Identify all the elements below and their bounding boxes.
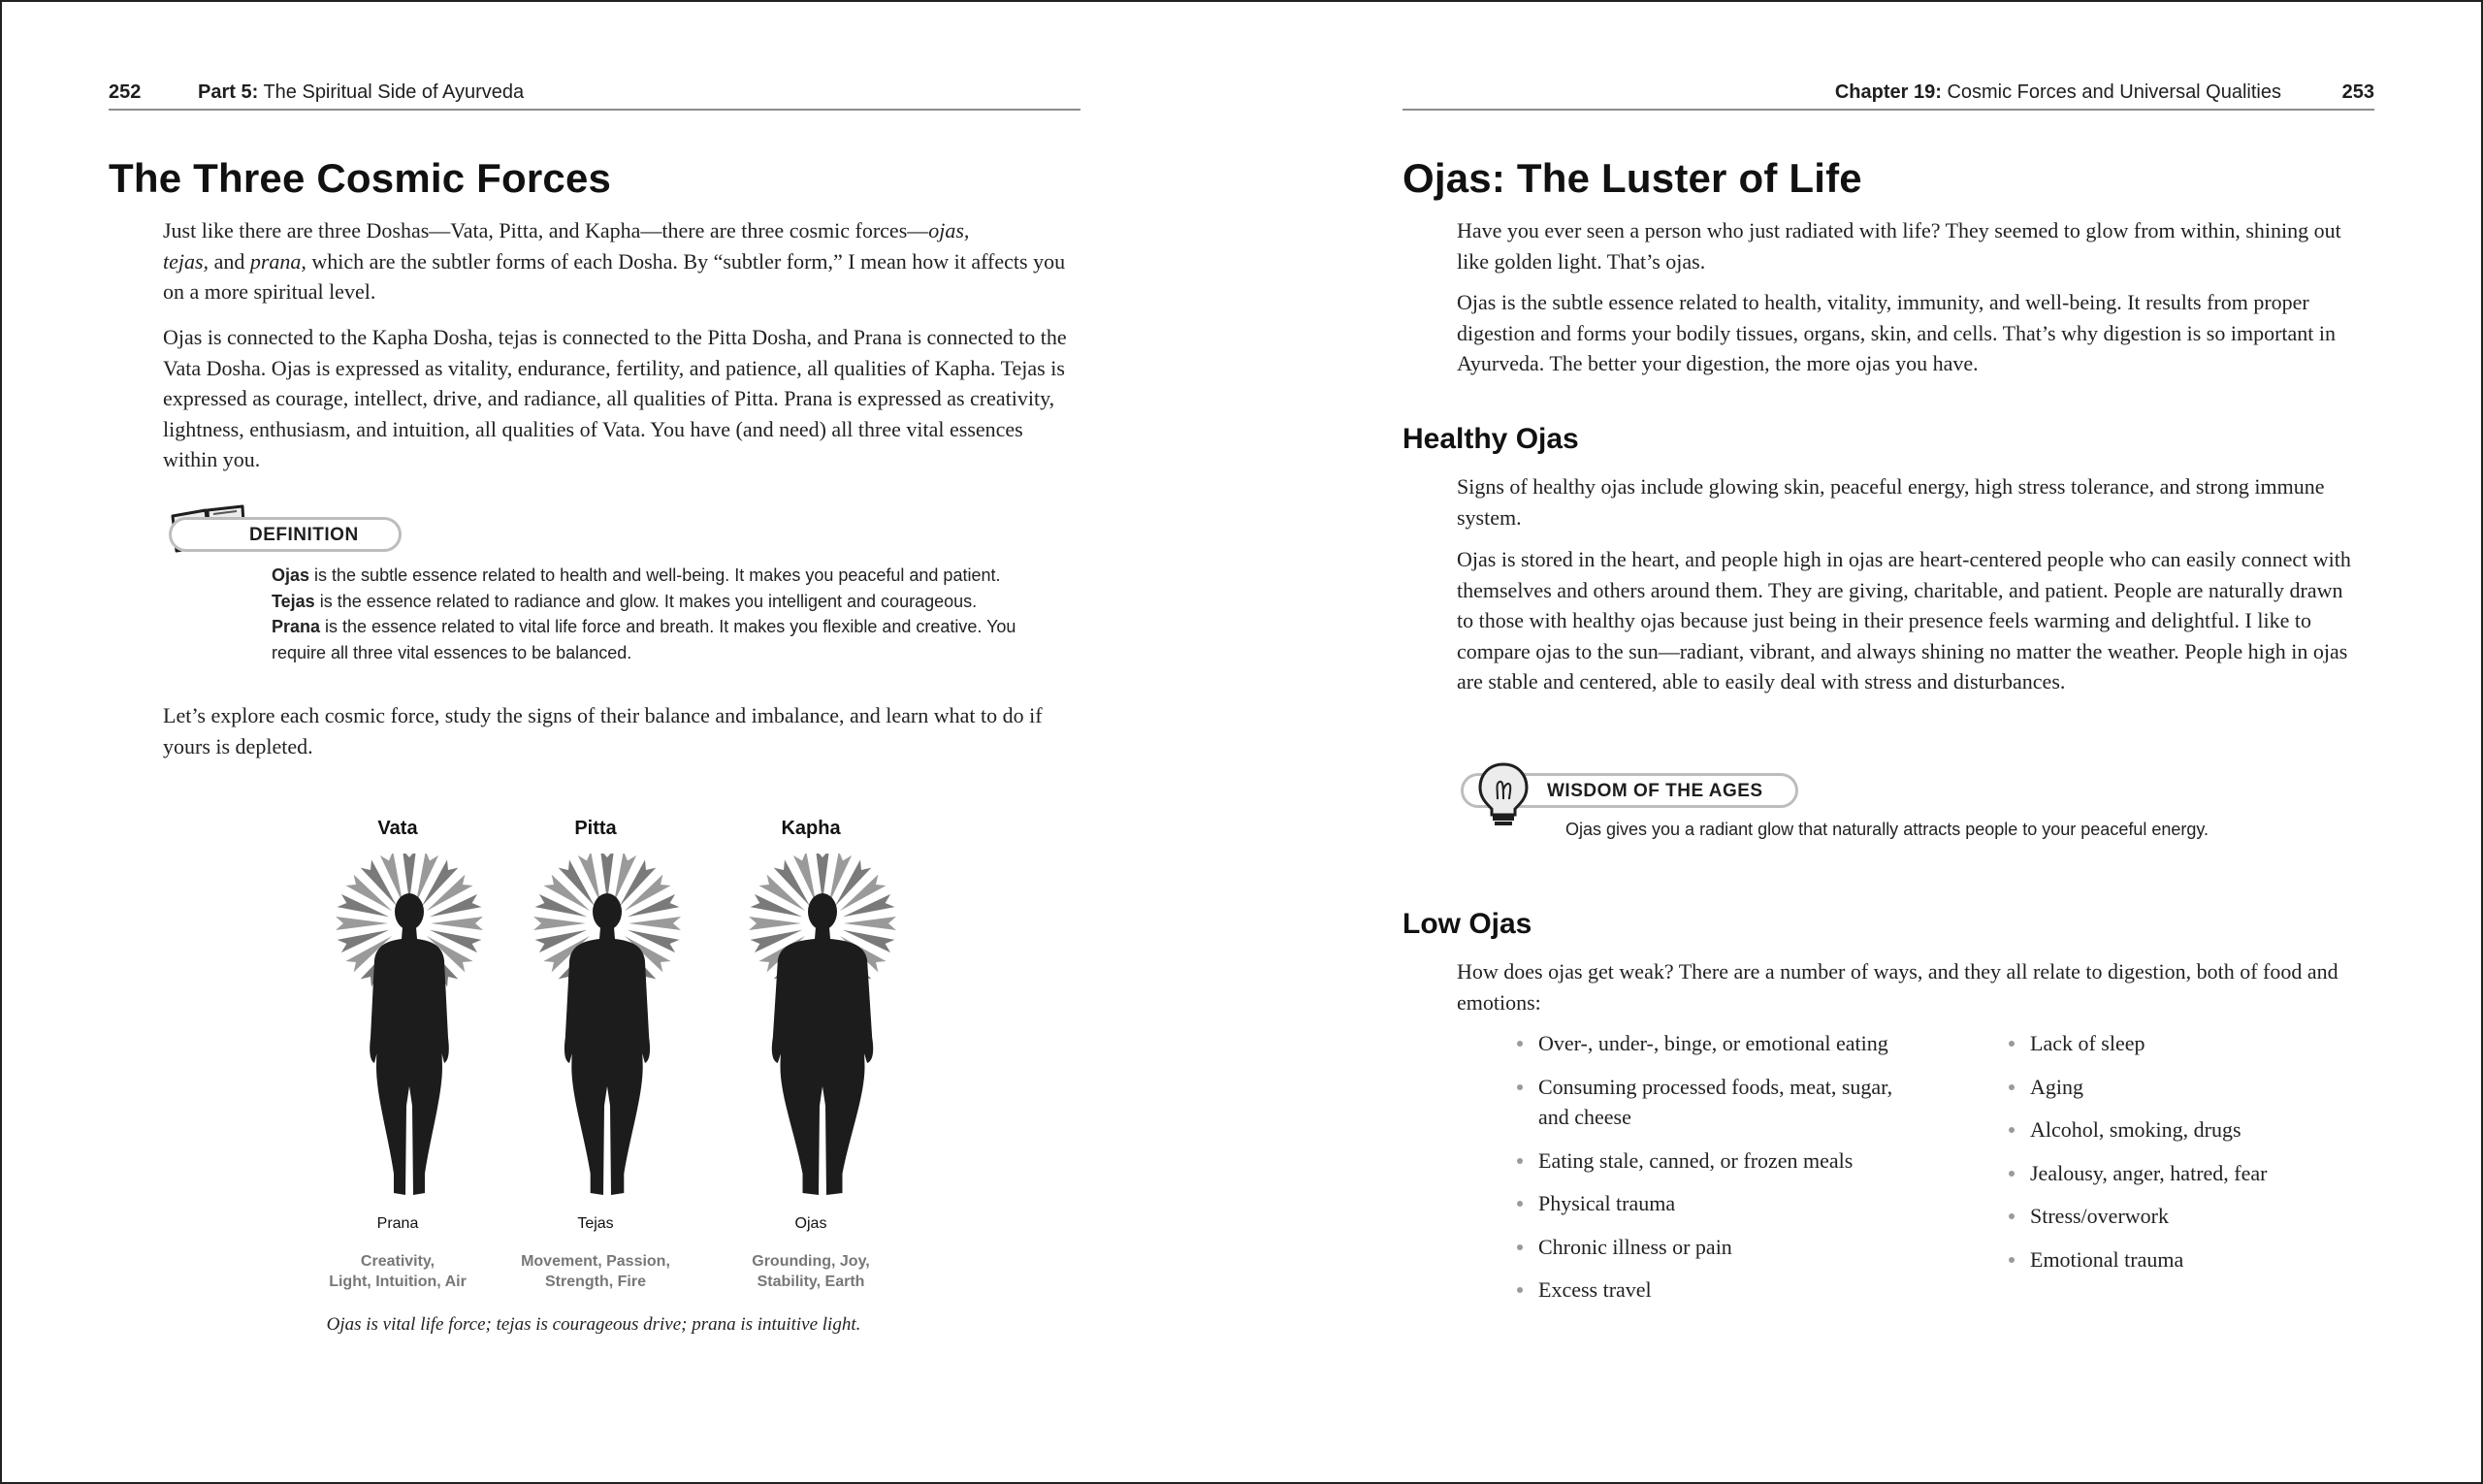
- list-item: Excess travel: [1517, 1274, 1905, 1306]
- explore-paragraph: Let’s explore each cosmic force, study the signs of their balance and imbalance, and learn what to do if yours is depleted.: [163, 703, 1043, 758]
- chapter-name: Cosmic Forces and Universal Qualities: [1947, 81, 2281, 103]
- list-item: Consuming processed foods, meat, sugar, and cheese: [1517, 1072, 1905, 1133]
- figure-label-pitta: Pitta: [574, 818, 617, 839]
- connection-paragraph: Ojas is connected to the Kapha Dosha, tejas is connected to the Pitta Dosha, and Prana is connected to the Vata Dosha. Ojas is expressed as vitality, endurance, fertility, and patience, all qualities of Kapha. Tejas is expressed as courage, intellect, drive, and radiance, all qualities of Pitta. Prana is expressed as creativity, lightness, enthusiasm, and intuition, all qualities of Vata. You have (and need) all three vital essences within you.: [163, 325, 1067, 471]
- chapter-label: Chapter 19:: [1834, 81, 1942, 103]
- figure-essence-tejas: Tejas: [577, 1215, 614, 1232]
- right-page-number: 253: [2341, 81, 2374, 103]
- figure-qualities-kapha: Grounding, Joy, Stability, Earth: [752, 1253, 870, 1290]
- ojas-heading: Ojas: The Luster of Life: [1403, 155, 1862, 201]
- chapter-title: [1835, 81, 2281, 104]
- definition-text: Ojas is the subtle essence related to health and well-being. It makes you peaceful and patient. Tejas is the essence related to radiance and glow. It makes you intelligent and courageous. Prana is the essence related to vital life force and breath. It makes you flexible and creative. You require all three vital essences to be balanced.: [272, 565, 1016, 662]
- light-bulb-icon: [1474, 760, 1532, 830]
- list-item: Aging: [2009, 1072, 2358, 1103]
- list-item: Eating stale, canned, or frozen meals: [1517, 1145, 1905, 1177]
- figure-label-kapha: Kapha: [781, 818, 841, 839]
- low-ojas-heading: Low Ojas: [1403, 908, 1532, 940]
- silhouette-pitta: [564, 893, 650, 1195]
- low-ojas-paragraph: How does ojas get weak? There are a number of ways, and they all relate to digestion, both of food and emotions:: [1457, 959, 2338, 1015]
- left-page: [109, 0, 1080, 1484]
- list-item: Lack of sleep: [2009, 1028, 2358, 1059]
- figure-label-vata: Vata: [377, 818, 418, 839]
- silhouette-kapha: [772, 893, 873, 1195]
- definition-label: DEFINITION: [249, 525, 359, 545]
- healthy-ojas-signs-paragraph: Signs of healthy ojas include glowing skin, peaceful energy, high stress tolerance, and strong immune system.: [1457, 474, 2325, 530]
- section-heading: The Three Cosmic Forces: [109, 155, 612, 201]
- list-item: Chronic illness or pain: [1517, 1232, 1905, 1263]
- list-item: Over-, under-, binge, or emotional eating: [1517, 1028, 1905, 1059]
- healthy-ojas-heading: Healthy Ojas: [1403, 423, 1579, 455]
- definition-label-pill: [169, 517, 402, 552]
- cosmic-forces-figure: [283, 854, 982, 1212]
- right-running-head: [1403, 80, 2374, 111]
- low-ojas-causes-list-1: [1517, 1028, 1905, 1318]
- list-item: Emotional trauma: [2009, 1244, 2358, 1275]
- low-ojas-causes-list-2: [2009, 1028, 2358, 1287]
- intro-paragraph: Just like there are three Doshas—Vata, Pitta, and Kapha—there are three cosmic forces—ojas, tejas, and prana, which are the subtler forms of each Dosha. By “subtler form,” I mean how it affects you on a more spiritual level.: [163, 218, 1066, 304]
- ojas-heart-paragraph: Ojas is stored in the heart, and people high in ojas are heart-centered people who can easily connect with themselves and others around them. They are giving, charitable, and patient. People are naturally drawn to those with healthy ojas because just being in their presence feels warming and delightful. I like to compare ojas to the sun—radiant, vibrant, and always shining no matter the weather. People high in ojas are stable and centered, able to easily deal with stress and disturbances.: [1457, 547, 2351, 694]
- ojas-essence-paragraph: Ojas is the subtle essence related to health, vitality, immunity, and well-being. It results from proper digestion and forms your bodily tissues, organs, skin, and cells. That’s why digestion is so important in Ayurveda. The better your digestion, the more ojas you have.: [1457, 290, 2337, 375]
- list-item: Physical trauma: [1517, 1188, 1905, 1219]
- wisdom-label: WISDOM OF THE AGES: [1547, 781, 1763, 801]
- list-item: Alcohol, smoking, drugs: [2009, 1114, 2358, 1145]
- figure-qualities-vata: Creativity, Light, Intuition, Air: [329, 1253, 467, 1290]
- part-name: The Spiritual Side of Ayurveda: [263, 81, 525, 103]
- list-item: Stress/overwork: [2009, 1201, 2358, 1232]
- figure-essence-ojas: Ojas: [794, 1215, 827, 1232]
- right-page: [1403, 0, 2374, 1484]
- figure-caption: Ojas is vital life force; tejas is courageous drive; prana is intuitive light.: [326, 1314, 861, 1335]
- ojas-intro-paragraph: Have you ever seen a person who just radiated with life? They seemed to glow from within, shining out like golden light. That’s ojas.: [1457, 218, 2341, 274]
- wisdom-text: Ojas gives you a radiant glow that naturally attracts people to your peaceful energy.: [1565, 820, 2209, 839]
- left-running-head: [109, 80, 1080, 111]
- silhouette-vata: [370, 893, 449, 1195]
- part-label: Part 5:: [198, 81, 259, 103]
- list-item: Jealousy, anger, hatred, fear: [2009, 1158, 2358, 1189]
- part-title: [198, 81, 524, 104]
- left-page-number: 252: [109, 81, 142, 103]
- figure-qualities-pitta: Movement, Passion, Strength, Fire: [521, 1253, 670, 1290]
- figure-essence-prana: Prana: [376, 1215, 419, 1232]
